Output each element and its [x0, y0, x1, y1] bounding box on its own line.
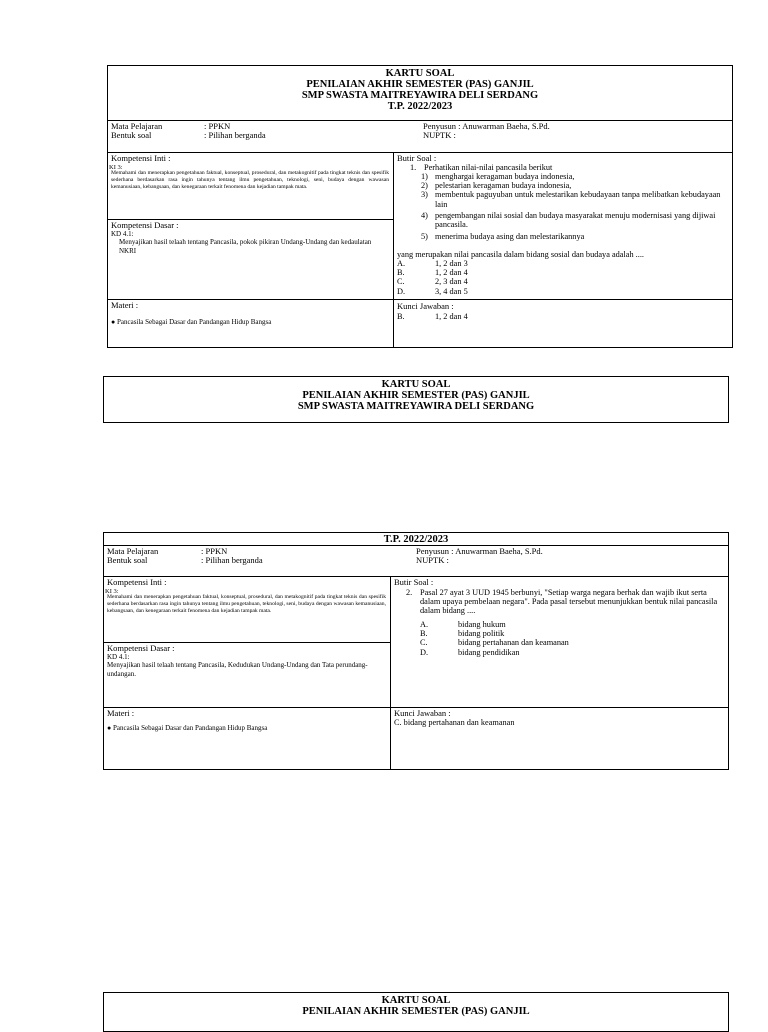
- card-header: [108, 68, 732, 112]
- form-value: : Pilihan berganda: [204, 130, 266, 140]
- form-value: : Pilihan berganda: [201, 555, 263, 565]
- question-card-2: [103, 532, 729, 770]
- card-exam-title: PENILAIAN AKHIR SEMESTER (PAS) GANJIL: [306, 79, 534, 90]
- question-tail: yang merupakan nilai pancasila dalam bidang sosial dan budaya adalah ....: [397, 250, 644, 259]
- card-header: [104, 379, 728, 412]
- materi-label: Materi :: [111, 300, 139, 310]
- question-text: Pasal 27 ayat 3 UUD 1945 berbunyi, "Setiap warga negara berhak dan wajib ikut serta dalam upaya pembelaan negara". Pada pasal tersebut menunjukkan bentuk nilai pancasila dalam bidang ....: [420, 588, 718, 616]
- option-c: C. bidang pertahanan dan keamanan: [420, 638, 569, 648]
- question-label: Butir Soal :: [394, 577, 434, 587]
- card-exam-title: PENILAIAN AKHIR SEMESTER (PAS) GANJIL: [302, 1006, 530, 1017]
- option-a: A. 1, 2 dan 3: [397, 259, 468, 268]
- subject-label: Mata Pelajaran: [111, 121, 163, 131]
- answer-key-value: C. bidang pertahanan dan keamanan: [394, 718, 515, 727]
- answer-key-letter: B.: [397, 312, 405, 321]
- card-title: KARTU SOAL: [381, 379, 451, 390]
- core-competence-text: Memahami dan menerapkan pengetahuan faktual, konseptual, prosedural, dan metakognitif pada tingkat teknis dan spesifik sederhana berdasarkan rasa ingin tahunya tentang ilmu pengetahuan, teknologi, seni, budaya dengan wawasan kemanusiaan, kebangsaan, dan kenegaraan terkait fenomena dan kejadian tampak mata.: [107, 594, 386, 615]
- form-label: Bentuk soal: [111, 130, 152, 140]
- card-school-year: T.P. 2022/2023: [383, 534, 449, 545]
- materi-item: ● Pancasila Sebagai Dasar dan Pandangan Hidup Bangsa: [107, 724, 268, 732]
- subject-value: : PPKN: [201, 546, 228, 556]
- option-a: A. bidang hukum: [420, 620, 506, 629]
- option-d: D. 3, 4 dan 5: [397, 286, 468, 296]
- core-competence-text: Memahami dan menerapkan pengetahuan faktual, konseptual, prosedural, dan metakognitif pada tingkat teknis dan spesifik sederhana berdasarkan rasa ingin tahunya tentang ilmu pengetahuan, teknologi, seni, budaya dengan wawasan kemanusiaan, kebangsaan, dan kenegaraan terkait fenomena dan kejadian tampak mata.: [111, 170, 389, 191]
- answer-key-label: Kunci Jawaban :: [394, 708, 451, 718]
- basic-competence-text: Menyajikan hasil telaah tentang Pancasila, pokok pikiran Undang-Undang dan kedaulatan NKRI: [119, 238, 372, 255]
- subject-value: : PPKN: [204, 121, 231, 131]
- form-label: Bentuk soal: [107, 555, 148, 565]
- question-number: 2.: [406, 588, 413, 597]
- question-card-1: [107, 65, 733, 348]
- card-school-name: SMP SWASTA MAITREYAWIRA DELI SERDANG: [297, 401, 535, 412]
- nuptk: NUPTK :: [423, 130, 456, 140]
- statement-item: 2) pelestarian keragaman budaya indonesia,: [421, 181, 572, 191]
- card-school-name: SMP SWASTA MAITREYAWIRA DELI SERDANG: [301, 90, 539, 101]
- answer-options: [397, 259, 468, 296]
- answer-options: [420, 620, 569, 657]
- author: Penyusun : Anuwarman Baeha, S.Pd.: [416, 546, 543, 556]
- basic-competence-label: Kompetensi Dasar :: [107, 643, 175, 653]
- statement-item: 1) menghargai keragaman budaya indonesia,: [421, 172, 575, 181]
- statement-item: 5) menerima budaya asing dan melestarikannya: [421, 232, 585, 242]
- question-2: [406, 588, 726, 616]
- option-b: B. 1, 2 dan 4: [397, 268, 468, 278]
- option-b: B. bidang politik: [420, 629, 505, 639]
- basic-competence-code: KD 4.1:: [107, 653, 130, 661]
- card-title: KARTU SOAL: [385, 68, 455, 79]
- option-d: D. bidang pendidikan: [420, 647, 520, 657]
- option-c: C. 2, 3 dan 4: [397, 277, 468, 287]
- core-competence-code: KI 3:: [105, 588, 119, 595]
- card-title: KARTU SOAL: [381, 995, 451, 1006]
- author: Penyusun : Anuwarman Baeha, S.Pd.: [423, 121, 550, 131]
- core-competence-label: Kompetensi Inti :: [107, 577, 167, 587]
- answer-key-value: 1, 2 dan 4: [435, 312, 468, 321]
- materi-label: Materi :: [107, 708, 135, 718]
- statement-item: 4) pengembangan nilai sosial dan budaya masyarakat menuju modernisasi yang dijiwai pancasila.: [421, 210, 716, 230]
- core-competence-code: KI 3:: [109, 164, 123, 171]
- question-number: 1.: [410, 163, 417, 172]
- answer-key: [397, 312, 468, 321]
- card-school-year: T.P. 2022/2023: [387, 101, 453, 112]
- question-label: Butir Soal :: [397, 153, 437, 163]
- question-card-2-header: [103, 376, 729, 423]
- basic-competence-label: Kompetensi Dasar :: [111, 220, 179, 230]
- question-1: [410, 163, 728, 172]
- statement-list: [421, 172, 729, 241]
- nuptk: NUPTK :: [416, 555, 449, 565]
- answer-key-label: Kunci Jawaban :: [397, 301, 454, 311]
- core-competence-label: Kompetensi Inti :: [111, 153, 171, 163]
- card-header: [104, 995, 728, 1017]
- basic-competence-text: Menyajikan hasil telaah tentang Pancasila, Kedudukan Undang-Undang dan Tata perundang-undangan.: [107, 661, 368, 678]
- materi-item: ● Pancasila Sebagai Dasar dan Pandangan Hidup Bangsa: [111, 318, 272, 326]
- question-card-3-header: [103, 992, 729, 1032]
- statement-item: 3) membentuk paguyuban untuk melestarikan kebudayaan tanpa melibatkan kebudayaan lain: [421, 190, 721, 209]
- subject-label: Mata Pelajaran: [107, 546, 159, 556]
- basic-competence-code: KD 4.1:: [111, 230, 134, 238]
- question-text: Perhatikan nilai-nilai pancasila berikut: [424, 163, 553, 172]
- card-exam-title: PENILAIAN AKHIR SEMESTER (PAS) GANJIL: [302, 390, 530, 401]
